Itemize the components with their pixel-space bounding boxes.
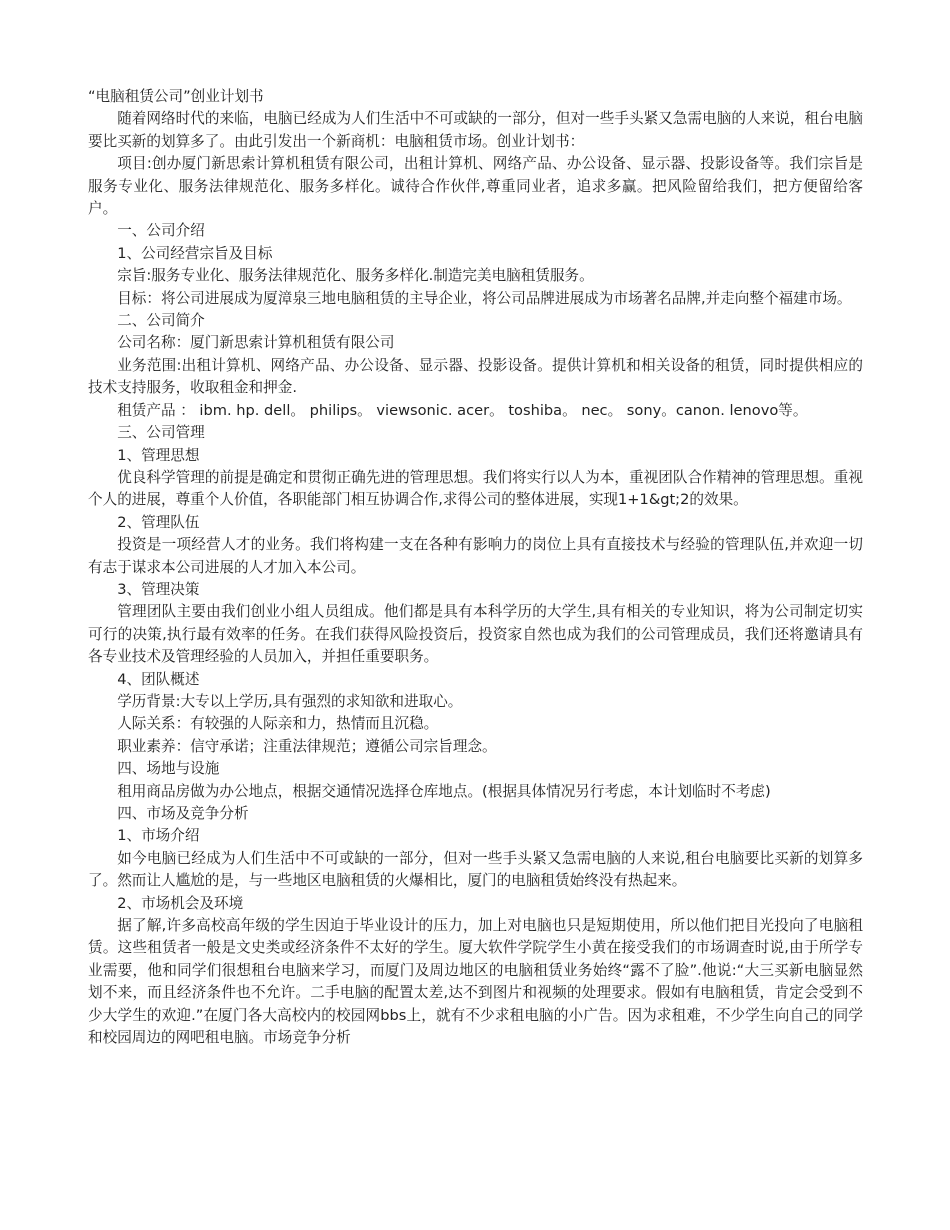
section-heading-market: 四、市场及竞争分析 [117,805,249,822]
subsection-heading-team: 2、管理队伍 [117,513,200,531]
opportunity-paragraph: 据了解,许多高校高年级的学生因迫于毕业设计的压力，加上对电脑也只是短期使用，所以他们把目光投向了电脑租赁。这些租赁者一般是文史类或经济条件不太好的学生。厦大软件学院学生小黄在接受我们的市场调查时说,由于所学专业需要，他和同学们很想租台电脑来学习，而厦门及周边地区的电脑租赁业务始终“露不了脸”.他说:“大三买新电脑显然划不来，而且经济条件也不允许。二手电脑的配置太差,达不到图片和视频的处理要求。假如有电脑租赁，肯定会受到不少大学生的欢迎.”在厦门各大高校内的校园网bbs上，就有不少求租电脑的小广告。因为求租难，不少学生向自己的同学和校园周边的网吧租电脑。市场竞争分析 [88,917,863,1047]
rental-products-paragraph: 租赁产品 ： ibm. hp. dell。 philips。 viewsonic. acer。 toshiba。 nec。 sony。canon. lenovo等。 [117,401,808,419]
subsection-heading-market-intro: 1、市场介绍 [117,827,200,845]
education-paragraph: 学历背景:大专以上学历,具有强烈的求知欲和进取心。 [117,692,463,710]
decision-paragraph: 管理团队主要由我们创业小组人员组成。他们都是具有本科学历的大学生,具有相关的专业知识，将为公司制定切实可行的决策,执行最有效率的任务。在我们获得风险投资后，投资家自然也成为我们的公司管理成员，我们还将邀请具有各专业技术及管理经验的人员加入，并担任重要职务。 [88,603,863,666]
team-paragraph: 投资是一项经营人才的业务。我们将构建一支在各种有影响力的岗位上具有直接技术与经验的管理队伍,并欢迎一切有志于谋求本公司进展的人才加入本公司。 [88,536,863,576]
subsection-heading-philosophy: 1、管理思想 [117,446,200,464]
subsection-heading-purpose: 1、公司经营宗旨及目标 [117,244,273,262]
business-scope-paragraph: 业务范围:出租计算机、网络产品、办公设备、显示器、投影设备。提供计算机和相关设备的租赁，同时提供相应的技术支持服务，收取租金和押金. [88,356,863,397]
section-heading-management: 三、公司管理 [117,424,205,442]
section-heading-company-profile: 二、公司简介 [117,312,205,330]
document-title: “电脑租赁公司”创业计划书 [88,88,264,105]
section-heading-company-intro: 一、公司介绍 [117,222,205,240]
facilities-paragraph: 租用商品房做为办公地点，根据交通情况选择仓库地点。(根据具体情况另行考虑，本计划临时不考虑) [117,782,771,800]
goal-paragraph: 目标：将公司进展成为厦漳泉三地电脑租赁的主导企业，将公司品牌进展成为市场著名品牌,并走向整个福建市场。 [117,289,852,307]
document-page [88,86,863,1049]
company-name-paragraph: 公司名称：厦门新思索计算机租赁有限公司 [117,334,395,352]
relations-paragraph: 人际关系：有较强的人际亲和力，热情而且沉稳。 [117,715,439,733]
subsection-heading-opportunity: 2、市场机会及环境 [117,894,244,912]
intro-paragraph: 随着网络时代的来临，电脑已经成为人们生活中不可或缺的一部分，但对一些手头紧又急需电脑的人来说，租台电脑要比买新的划算多了。由此引发出一个新商机：电脑租赁市场。创业计划书： [88,110,863,150]
market-intro-paragraph: 如今电脑已经成为人们生活中不可或缺的一部分，但对一些手头紧又急需电脑的人来说,租台电脑要比买新的划算多了。然而让人尴尬的是，与一些地区电脑租赁的火爆相比，厦门的电脑租赁始终没有热起来。 [88,849,863,890]
philosophy-paragraph: 优良科学管理的前提是确定和贯彻正确先进的管理思想。我们将实行以人为本，重视团队合作精神的管理思想。重视个人的进展，尊重个人价值，各职能部门相互协调合作,求得公司的整体进展，实现1+1&gt;2的效果。 [88,468,863,509]
project-paragraph: 项目:创办厦门新思索计算机租赁有限公司，出租计算机、网络产品、办公设备、显示器、投影设备等。我们宗旨是服务专业化、服务法律规范化、服务多样化。诚待合作伙伴,尊重同业者，追求多赢。把风险留给我们，把方便留给客户。 [88,155,863,218]
professionalism-paragraph: 职业素养：信守承诺；注重法律规范；遵循公司宗旨理念。 [117,737,497,755]
purpose-paragraph: 宗旨:服务专业化、服务法律规范化、服务多样化.制造完美电脑租赁服务。 [117,267,594,285]
subsection-heading-team-overview: 4、团队概述 [117,670,200,688]
subsection-heading-decision: 3、管理决策 [117,580,200,598]
section-heading-facilities: 四、场地与设施 [117,760,220,778]
